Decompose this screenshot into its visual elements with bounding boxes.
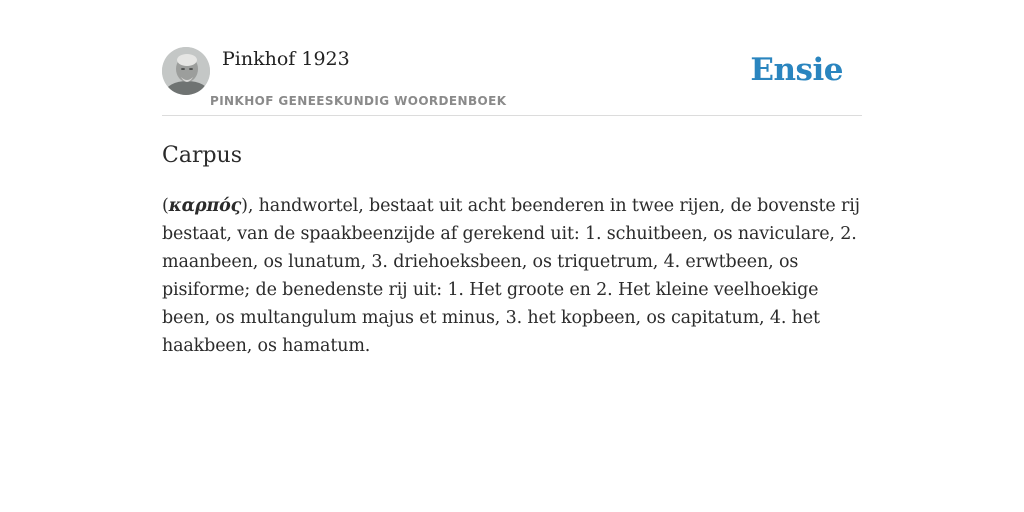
entry-definition [162,192,862,360]
brand-logo[interactable]: Ensie [750,52,843,88]
source-title[interactable]: Pinkhof 1923 [222,48,350,70]
portrait-icon [162,47,210,95]
source-subtitle[interactable]: PINKHOF GENEESKUNDIG WOORDENBOEK [210,94,507,108]
author-avatar[interactable] [162,47,210,95]
page [162,0,862,360]
definition-text: ), handwortel, bestaat uit acht beenderen in twee rijen, de bovenste rij bestaat, van de spaakbeenzijde af gerekend uit: 1. schuitbeen, os naviculare, 2. maanbeen, os lunatum, 3. driehoeksbeen, os triquetrum, 4. erwtbeen, os pisiforme; de benedenste rij uit: 1. Het groote en 2. Het kleine veelhoekige been, os multangulum majus et minus, 3. het kopbeen, os capitatum, 4. het haakbeen, os hamatum. [162,196,860,356]
paren-open: ( [162,196,169,216]
greek-etymology: καρπός [168,196,242,216]
entry-title: Carpus [162,143,243,168]
source-header [162,47,862,116]
